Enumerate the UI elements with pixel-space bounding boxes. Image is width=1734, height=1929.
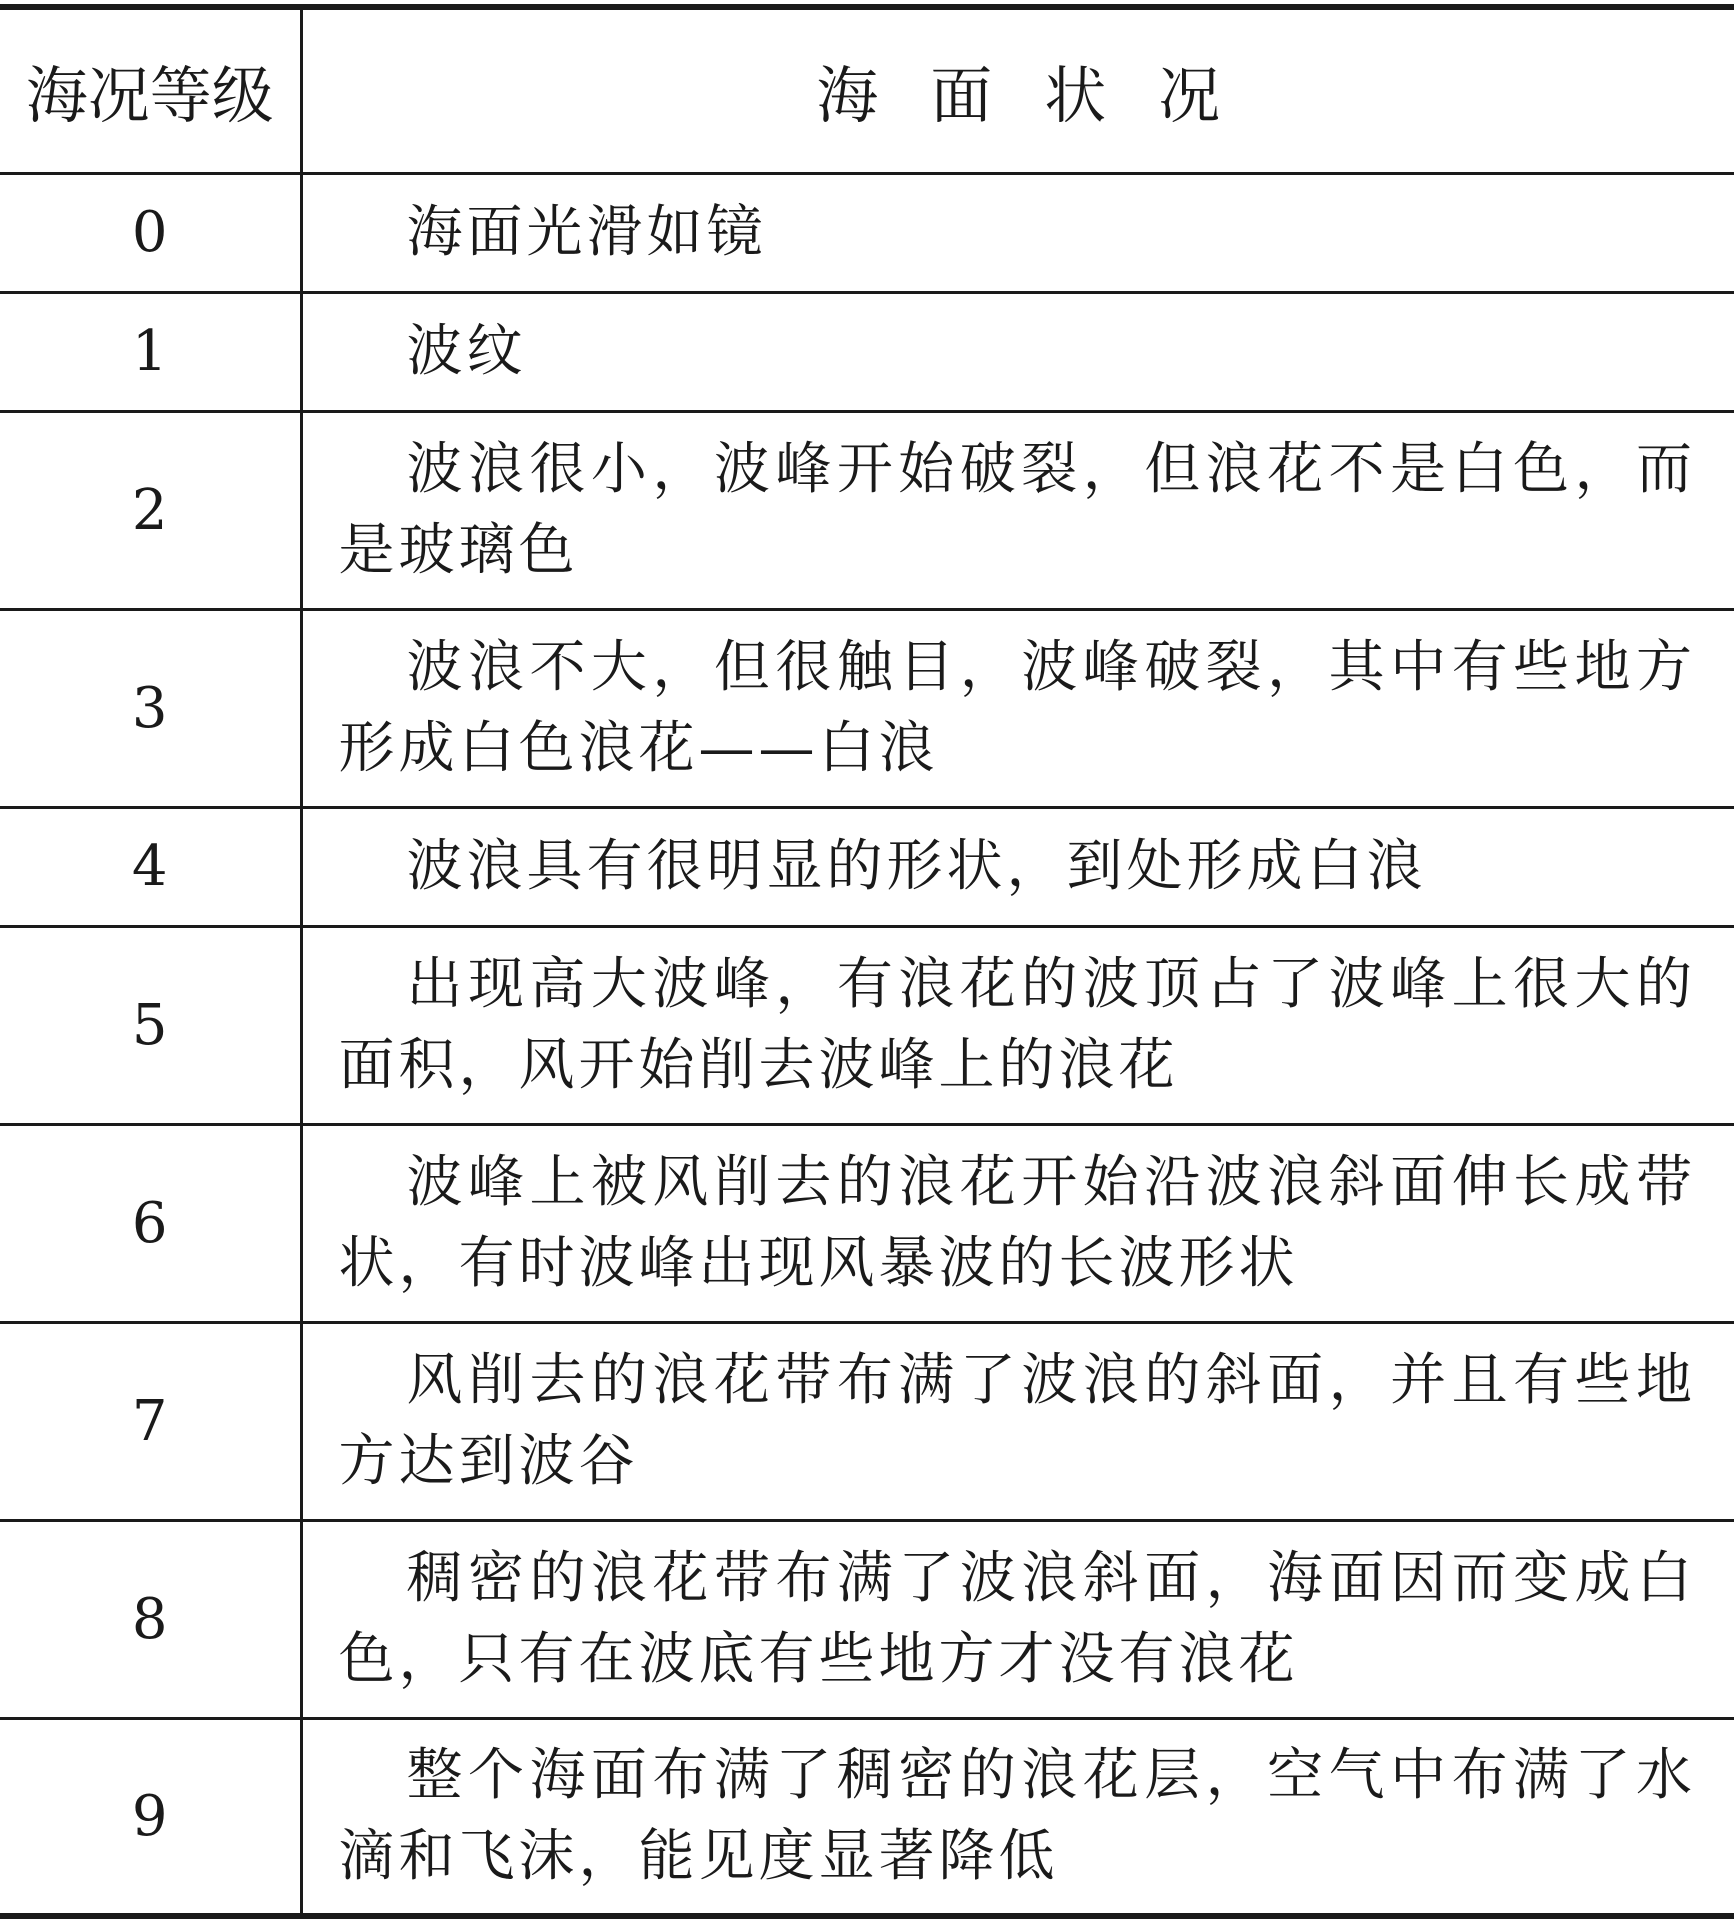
- header-sea-state-level: 海况等级: [0, 7, 301, 173]
- sea-state-table: [0, 4, 1734, 1919]
- level-cell: 7: [0, 1322, 301, 1520]
- level-cell: 8: [0, 1520, 301, 1718]
- table-header-row: [0, 7, 1734, 173]
- description-cell: 出现高大波峰，有浪花的波顶占了波峰上很大的面积，风开始削去波峰上的浪花: [301, 926, 1734, 1124]
- description-cell: 海面光滑如镜: [301, 173, 1734, 292]
- description-cell: 稠密的浪花带布满了波浪斜面，海面因而变成白色，只有在波底有些地方才没有浪花: [301, 1520, 1734, 1718]
- level-cell: 6: [0, 1124, 301, 1322]
- level-cell: 4: [0, 807, 301, 926]
- table-row: [0, 1322, 1734, 1520]
- level-cell: 0: [0, 173, 301, 292]
- description-cell: 整个海面布满了稠密的浪花层，空气中布满了水滴和飞沫，能见度显著降低: [301, 1718, 1734, 1916]
- table-row: [0, 926, 1734, 1124]
- description-cell: 风削去的浪花带布满了波浪的斜面，并且有些地方达到波谷: [301, 1322, 1734, 1520]
- level-cell: 1: [0, 292, 301, 411]
- description-cell: 波浪不大，但很触目，波峰破裂，其中有些地方形成白色浪花——白浪: [301, 609, 1734, 807]
- table-row: [0, 1520, 1734, 1718]
- level-cell: 3: [0, 609, 301, 807]
- description-cell: 波纹: [301, 292, 1734, 411]
- description-cell: 波峰上被风削去的浪花开始沿波浪斜面伸长成带状，有时波峰出现风暴波的长波形状: [301, 1124, 1734, 1322]
- table-row: [0, 411, 1734, 609]
- table-row: [0, 1718, 1734, 1916]
- description-cell: 波浪很小，波峰开始破裂，但浪花不是白色，而是玻璃色: [301, 411, 1734, 609]
- table-row: [0, 807, 1734, 926]
- table-row: [0, 173, 1734, 292]
- level-cell: 9: [0, 1718, 301, 1916]
- table-row: [0, 292, 1734, 411]
- description-cell: 波浪具有很明显的形状，到处形成白浪: [301, 807, 1734, 926]
- table-row: [0, 609, 1734, 807]
- level-cell: 2: [0, 411, 301, 609]
- header-sea-surface-condition: 海面状况: [301, 7, 1734, 173]
- table-row: [0, 1124, 1734, 1322]
- level-cell: 5: [0, 926, 301, 1124]
